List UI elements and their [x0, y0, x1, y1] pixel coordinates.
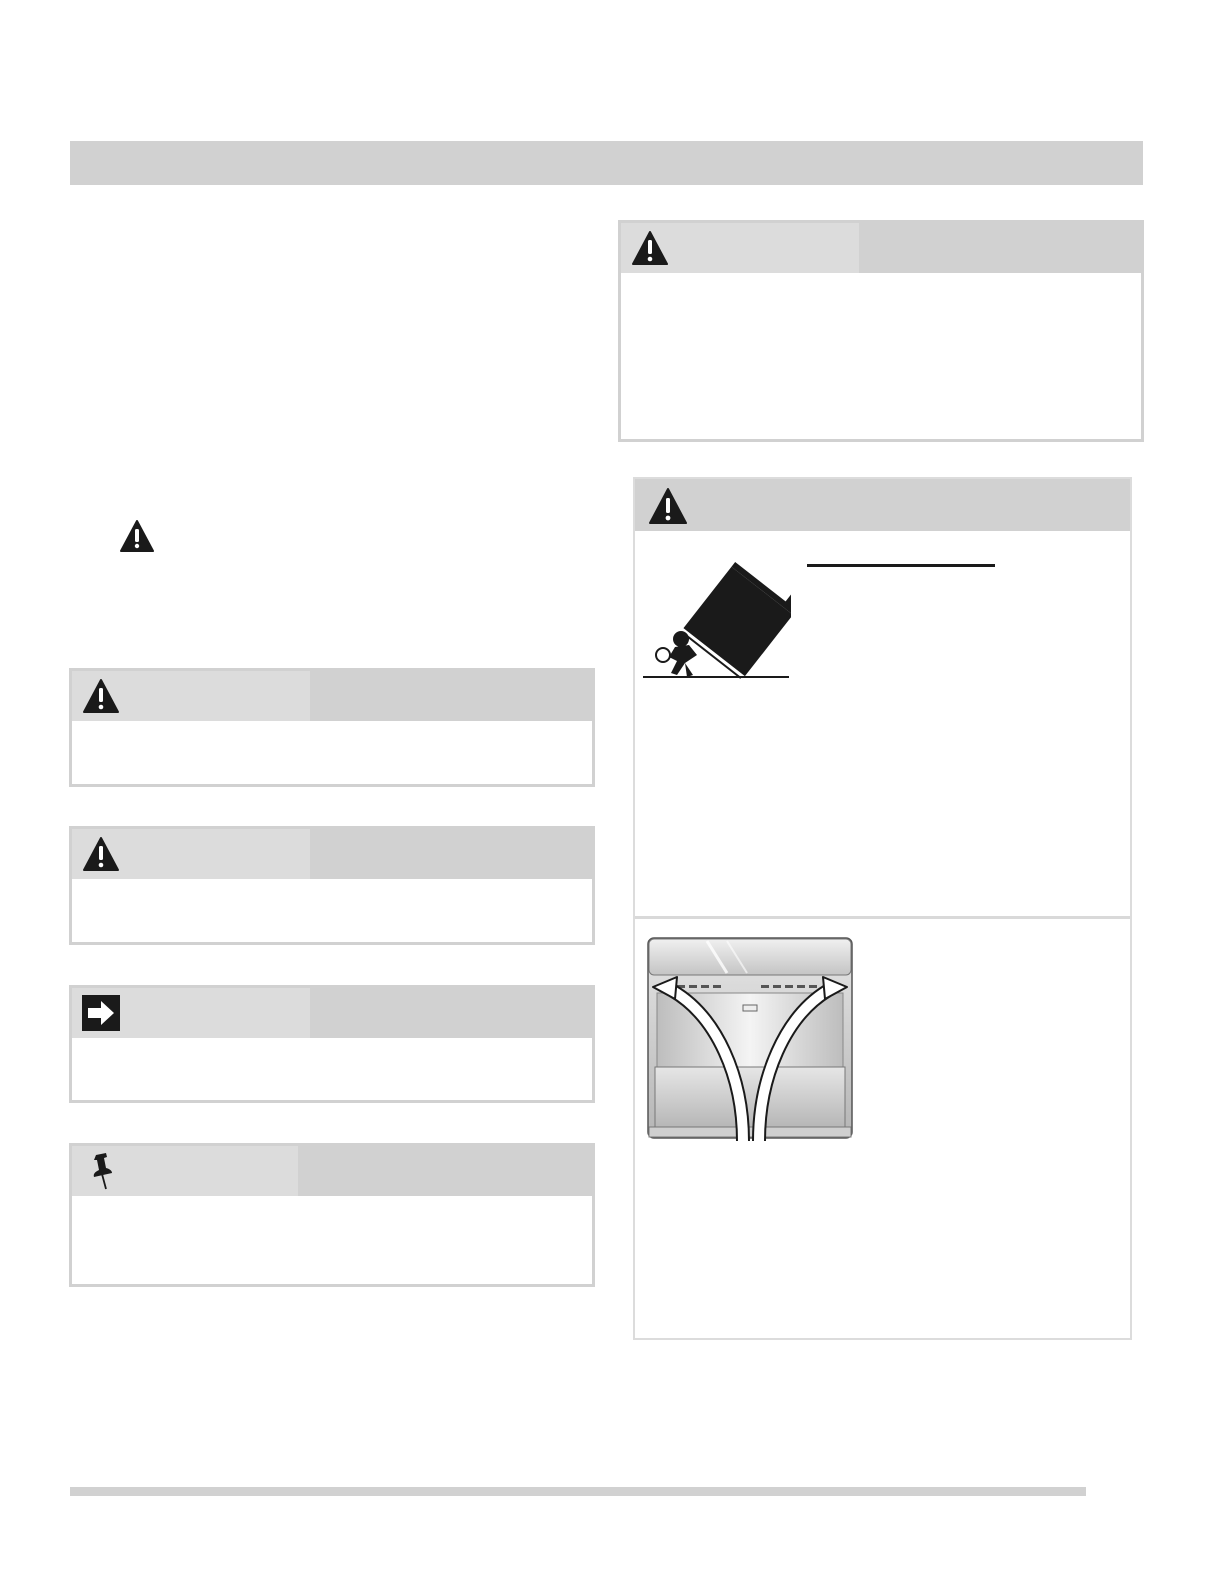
warning-box-1 [69, 668, 595, 787]
important-box [69, 985, 595, 1103]
warning-box-right-1 [618, 220, 1144, 442]
warning-triangle-icon [82, 836, 120, 877]
section-header-bar [70, 141, 1143, 185]
warning-triangle-icon [82, 678, 120, 719]
warning-triangle-icon [631, 230, 669, 271]
warning-triangle-icon [648, 487, 688, 530]
footer-bar [70, 1487, 1086, 1496]
pushpin-icon [88, 1152, 116, 1195]
tip-over-warning-box [633, 477, 1132, 1340]
tip-over-hazard-illustration [641, 551, 791, 686]
heading-underline [807, 564, 995, 567]
oven-door-illustration [647, 937, 853, 1148]
section-divider [635, 916, 1130, 919]
arrow-right-icon [82, 995, 120, 1036]
inline-warning-icon [119, 519, 155, 553]
warning-box-2 [69, 826, 595, 945]
note-box [69, 1143, 595, 1287]
